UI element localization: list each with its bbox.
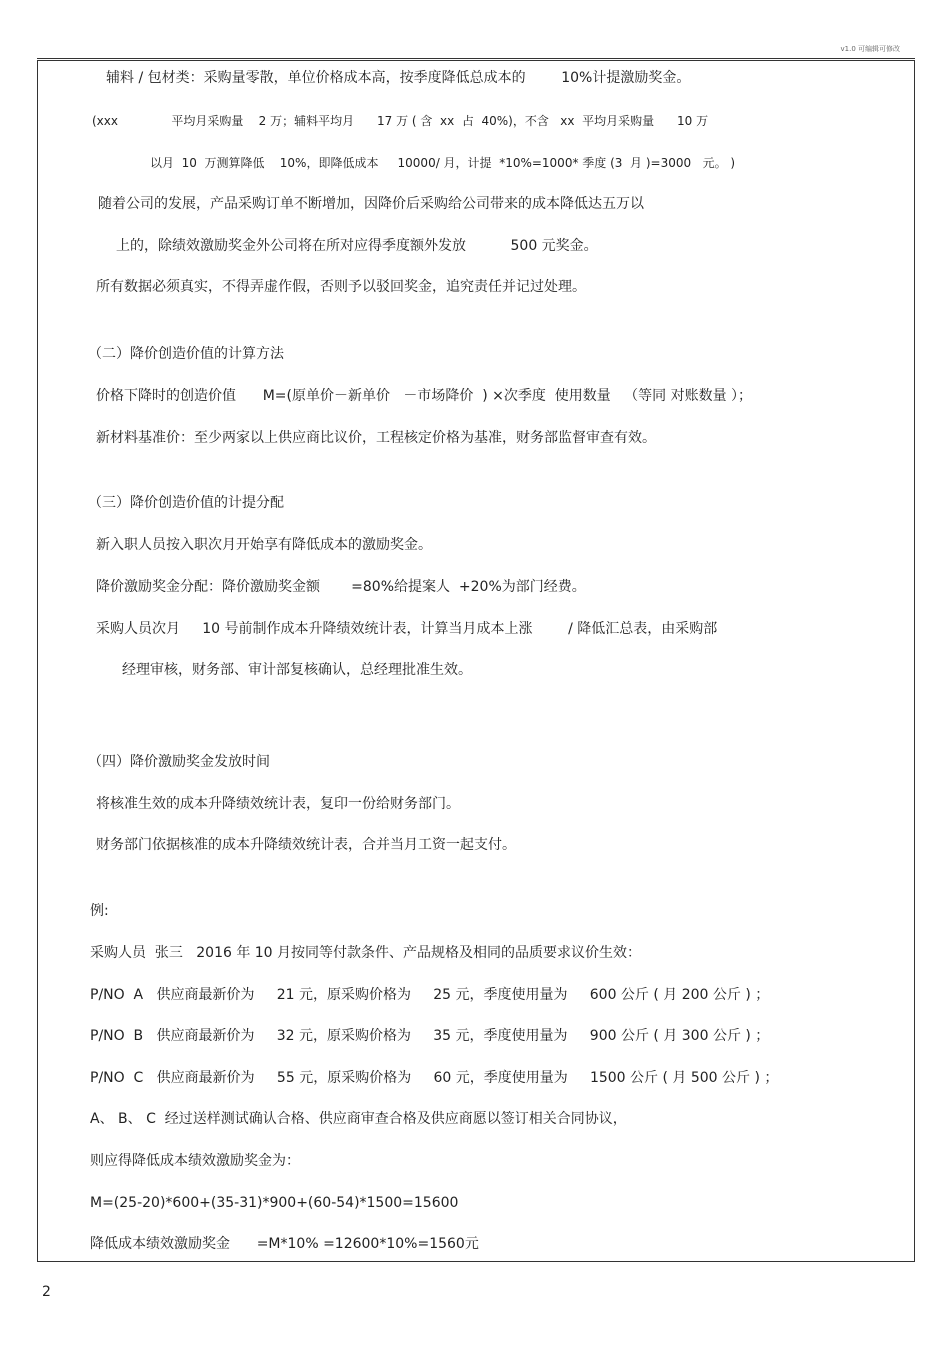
- text-line-example-calc-1: (xxx 平均月采购量 2 万；辅料平均月 17 万 ( 含 xx 占 40%)，不含 xx 平均月采购量 10 万: [92, 114, 709, 128]
- example-label: 例:: [90, 903, 109, 919]
- header-rule: [37, 58, 915, 59]
- text-line-pay-with-salary: 财务部门依据核准的成本升降绩效统计表，合并当月工资一起支付。: [96, 837, 516, 853]
- text-line-qualification: A、 B、 C 经过送样测试确认合格、供应商审查合格及供应商愿以签订相关合同协议，: [90, 1111, 627, 1127]
- section-heading-2: （二）降价创造价值的计算方法: [88, 346, 284, 362]
- text-line-copy-to-finance: 将核准生效的成本升降绩效统计表，复印一份给财务部门。: [96, 796, 460, 812]
- text-line-value-formula: 价格下降时的创造价值 M=(原单价－新单价 －市场降价 ) ×次季度 使用数量 （等同 对账数量 ）；: [96, 388, 753, 404]
- page-number: 2: [42, 1284, 51, 1300]
- text-line-m-formula: M=(25-20)*600+(35-31)*900+(60-54)*1500=15600: [90, 1195, 459, 1211]
- text-line-monthly-report-2: 经理审核，财务部、审计部复核确认，总经理批准生效。: [122, 662, 472, 678]
- text-line-bonus-intro: 则应得降低成本绩效激励奖金为：: [90, 1153, 300, 1169]
- text-line-example-calc-2: 以月 10 万测算降低 10%，即降低成本 10000/ 月，计提 *10%=1000* 季度 (3 月 )=3000 元。 ): [150, 156, 736, 170]
- text-line-part-a: P/NO A 供应商最新价为 21 元，原采购价格为 25 元，季度使用量为 600 公斤 ( 月 200 公斤 ) ；: [90, 987, 770, 1003]
- text-line-authenticity: 所有数据必须真实，不得弄虚作假，否则予以驳回奖金，追究责任并记过处理。: [96, 279, 586, 295]
- text-line-base-price: 新材料基准价：至少两家以上供应商比议价，工程核定价格为基准，财务部监督审查有效。: [96, 430, 656, 446]
- text-line-part-b: P/NO B 供应商最新价为 32 元，原采购价格为 35 元，季度使用量为 900 公斤 ( 月 300 公斤 ) ；: [90, 1028, 770, 1044]
- text-line-accessory-rule: 辅料 / 包材类：采购量零散，单位价格成本高，按季度降低总成本的 10%计提激励奖金。: [106, 70, 691, 86]
- text-line-example-intro: 采购人员 张三 2016 年 10 月按同等付款条件、产品规格及相同的品质要求议价生效：: [90, 945, 642, 961]
- version-tag: v1.0 可编辑可修改: [840, 45, 900, 53]
- text-line-bonus-split: 降价激励奖金分配：降价激励奖金额 =80%给提案人 +20%为部门经费。: [96, 579, 586, 595]
- text-line-monthly-report-1: 采购人员次月 10 号前制作成本升降绩效统计表，计算当月成本上涨 / 降低汇总表，由采购部: [96, 621, 718, 637]
- text-line-new-staff: 新入职人员按入职次月开始享有降低成本的激励奖金。: [96, 537, 432, 553]
- text-line-part-c: P/NO C 供应商最新价为 55 元，原采购价格为 60 元，季度使用量为 1500 公斤 ( 月 500 公斤 ) ；: [90, 1070, 779, 1086]
- text-line-extra-bonus-2: 上的，除绩效激励奖金外公司将在所对应得季度额外发放 500 元奖金。: [116, 238, 598, 254]
- text-line-extra-bonus-1: 随着公司的发展，产品采购订单不断增加，因降价后采购给公司带来的成本降低达五万以: [98, 196, 644, 212]
- section-heading-3: （三）降价创造价值的计提分配: [88, 495, 284, 511]
- section-heading-4: （四）降价激励奖金发放时间: [88, 754, 270, 770]
- text-line-bonus-result: 降低成本绩效激励奖金 =M*10% =12600*10%=1560元: [90, 1236, 479, 1252]
